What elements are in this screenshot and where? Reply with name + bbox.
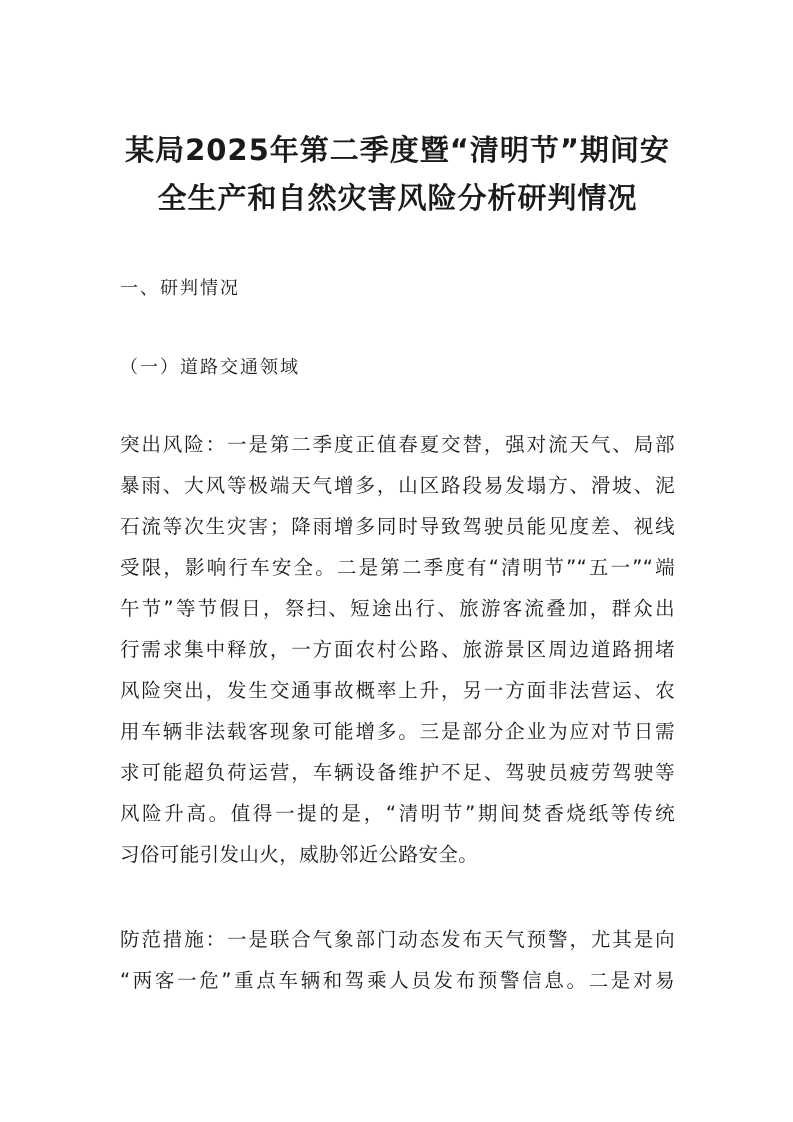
paragraph-line: 求可能超负荷运营，车辆设备维护不足、驾驶员疲劳驾驶等 <box>120 761 675 784</box>
paragraph-line: 行需求集中释放，一方面农村公路、旅游景区周边道路拥堵 <box>120 638 675 661</box>
paragraph-line: “两客一危”重点车辆和驾乘人员发布预警信息。二是对易 <box>120 969 675 992</box>
paragraph-line: 风险突出，发生交通事故概率上升，另一方面非法营运、农 <box>120 679 675 702</box>
paragraph-line: 防范措施：一是联合气象部门动态发布天气预警，尤其是向 <box>120 928 675 951</box>
paragraph-line: 习俗可能引发山火，威胁邻近公路安全。 <box>120 843 479 866</box>
paragraph-risks <box>120 424 675 875</box>
subsection-heading-1: （一）道路交通领域 <box>120 357 300 378</box>
paragraph-line: 石流等次生灾害；降雨增多同时导致驾驶员能见度差、视线 <box>120 515 675 538</box>
document-title <box>120 0 675 222</box>
title-line-2: 全生产和自然灾害风险分析研判情况 <box>157 181 638 215</box>
paragraph-line: 用车辆非法载客现象可能增多。三是部分企业为应对节日需 <box>120 720 675 743</box>
paragraph-line: 风险升高。值得一提的是，“清明节”期间焚香烧纸等传统 <box>120 802 675 825</box>
paragraph-line: 受限，影响行车安全。二是第二季度有“清明节”“五一”“端 <box>120 556 675 579</box>
title-line-1: 某局2025年第二季度暨“清明节”期间安 <box>125 133 670 167</box>
paragraph-line: 暴雨、大风等极端天气增多，山区路段易发塌方、滑坡、泥 <box>120 474 675 497</box>
paragraph-line: 午节”等节假日，祭扫、短途出行、旅游客流叠加，群众出 <box>120 597 675 620</box>
paragraph-measures <box>120 919 675 1001</box>
section-heading-1: 一、研判情况 <box>120 278 240 299</box>
paragraph-line: 突出风险：一是第二季度正值春夏交替，强对流天气、局部 <box>120 433 675 456</box>
